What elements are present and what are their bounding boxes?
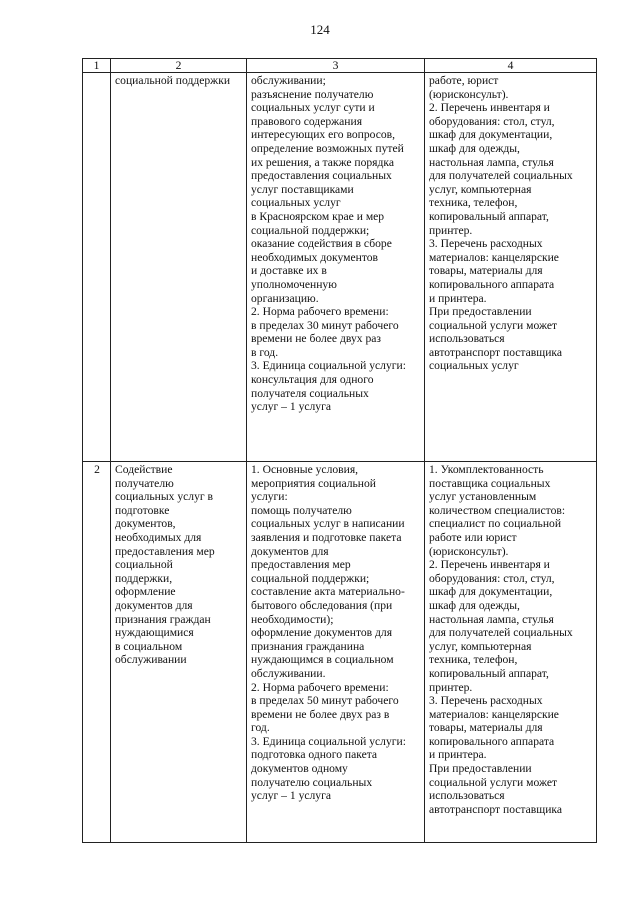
cell-text-line: в пределах 30 минут рабочего xyxy=(251,318,399,332)
cell-text-line: нуждающимися xyxy=(115,626,194,640)
cell-text-line: социальных услуг xyxy=(429,359,519,373)
cell-text-line: социальных услуг xyxy=(251,196,341,210)
cell-text-line: 1. Основные условия, xyxy=(251,463,359,476)
row-number-cell xyxy=(83,73,111,462)
cell-text-line: настольная лампа, стулья xyxy=(429,155,554,169)
cell-text-line: определение возможных путей xyxy=(251,141,404,155)
cell-text-line: использоваться xyxy=(429,332,505,346)
cell-text-line: оказание содействия в сборе xyxy=(251,237,392,251)
cell-text-line: помощь получателю xyxy=(251,503,352,517)
cell-text-line: материалов: канцелярские xyxy=(429,250,559,264)
cell-text-line: материалов: канцелярские xyxy=(429,707,559,721)
cell-text-line: автотранспорт поставщика xyxy=(429,345,562,359)
cell-text-line: получателю xyxy=(115,476,174,490)
cell-text-line: использоваться xyxy=(429,789,505,803)
cell-text-line: социальных услуг в xyxy=(115,490,214,504)
cell-text-line: услуги: xyxy=(251,490,288,504)
cell-text-line: составление акта материально- xyxy=(251,585,405,599)
cell-text-line: получателя социальных xyxy=(251,386,369,400)
conditions-cell xyxy=(247,462,425,843)
cell-text-line: Содействие xyxy=(115,463,173,476)
cell-text-line: принтер. xyxy=(429,680,473,694)
cell-text-line: мероприятия социальной xyxy=(251,476,376,490)
cell-text-line: услуг поставщиками xyxy=(251,182,354,196)
cell-text-line: документов для xyxy=(251,544,329,558)
cell-text-line: социальной услуги может xyxy=(429,775,558,789)
table-row xyxy=(83,462,597,843)
cell-text-line: обслуживании. xyxy=(251,666,326,680)
cell-text-line: нуждающимся в социальном xyxy=(251,653,394,667)
cell-text-line: документов, xyxy=(115,517,176,531)
cell-text-line: социальной xyxy=(115,558,173,572)
cell-text-line: год. xyxy=(251,721,270,735)
cell-text-line: времени не более двух раз xyxy=(251,332,381,346)
cell-text-line: 3. Перечень расходных xyxy=(429,237,543,251)
cell-text-line: 3. Перечень расходных xyxy=(429,694,543,708)
cell-text-line: услуг, компьютерная xyxy=(429,182,532,196)
cell-text-line: социальной поддержки; xyxy=(251,223,370,237)
cell-text-line: оборудования: стол, стул, xyxy=(429,114,555,128)
cell-text-line: в пределах 50 минут рабочего xyxy=(251,694,399,708)
cell-text-line: 1. Укомплектованность xyxy=(429,463,544,476)
cell-text-line: 3. Единица социальной услуги: xyxy=(251,734,406,748)
cell-text-line: в социальном xyxy=(115,639,183,653)
cell-text-line: настольная лампа, стулья xyxy=(429,612,554,626)
cell-text-line: интересующих его вопросов, xyxy=(251,128,396,142)
cell-text-line: в год. xyxy=(251,345,279,359)
cell-text-line: документов для xyxy=(115,598,193,612)
cell-text-line: правового содержания xyxy=(251,114,363,128)
header-col-2: 2 xyxy=(111,59,247,73)
cell-text-line: копировального аппарата xyxy=(429,277,555,291)
cell-text-line: и доставке их в xyxy=(251,264,327,278)
header-col-4: 4 xyxy=(425,59,597,73)
cell-text-line: копировальный аппарат, xyxy=(429,666,549,680)
cell-text-line: обслуживании xyxy=(115,653,187,667)
cell-text-line: автотранспорт поставщика xyxy=(429,802,562,816)
cell-text-line: для получателей социальных xyxy=(429,626,573,640)
cell-text-line: услуг, компьютерная xyxy=(429,639,532,653)
cell-text-line: услуг – 1 услуга xyxy=(251,400,331,414)
cell-text-line: предоставления социальных xyxy=(251,169,392,183)
header-col-3: 3 xyxy=(247,59,425,73)
service-name-cell xyxy=(111,462,247,843)
cell-text-line: шкаф для одежды, xyxy=(429,141,520,155)
service-name-cell xyxy=(111,73,247,462)
cell-text-line: товары, материалы для xyxy=(429,264,543,278)
services-table xyxy=(82,58,597,843)
cell-text-line: бытового обследования (при xyxy=(251,598,393,612)
cell-text-line: (юрисконсульт). xyxy=(429,87,509,101)
conditions-cell xyxy=(247,73,425,462)
cell-text-line: товары, материалы для xyxy=(429,721,543,735)
cell-text-line: (юрисконсульт). xyxy=(429,544,509,558)
cell-text-line: шкаф для документации, xyxy=(429,585,553,599)
cell-text-line: специалист по социальной xyxy=(429,517,562,531)
cell-text-line: 2. Норма рабочего времени: xyxy=(251,680,389,694)
cell-text-line: поддержки, xyxy=(115,571,173,585)
cell-text-line: необходимых документов xyxy=(251,250,379,264)
row-number-cell: 2 xyxy=(83,462,111,843)
cell-text-line: подготовке xyxy=(115,503,170,517)
cell-text-line: работе или юрист xyxy=(429,530,517,544)
cell-text-line: техника, телефон, xyxy=(429,653,518,667)
cell-text-line: признания гражданина xyxy=(251,639,365,653)
cell-text-line: заявления и подготовке пакета xyxy=(251,530,402,544)
cell-text-line: для получателей социальных xyxy=(429,169,573,183)
cell-text-line: При предоставлении xyxy=(429,305,532,319)
cell-text-line: 2. Перечень инвентаря и xyxy=(429,558,550,572)
cell-text-line: уполномоченную xyxy=(251,277,337,291)
cell-text-line: 2. Норма рабочего времени: xyxy=(251,305,389,319)
cell-text-line: копировальный аппарат, xyxy=(429,209,549,223)
resources-cell xyxy=(425,73,597,462)
cell-text-line: организацию. xyxy=(251,291,319,305)
cell-text-line: обслуживании; xyxy=(251,74,326,87)
cell-text-line: поставщика социальных xyxy=(429,476,551,490)
cell-text-line: социальных услуг сути и xyxy=(251,101,375,115)
cell-text-line: документов одному xyxy=(251,762,348,776)
cell-text-line: техника, телефон, xyxy=(429,196,518,210)
cell-text-line: социальной поддержки xyxy=(115,74,231,87)
cell-text-line: их решения, а также порядка xyxy=(251,155,395,169)
cell-text-line: принтер. xyxy=(429,223,473,237)
cell-text-line: шкаф для одежды, xyxy=(429,598,520,612)
page-number: 124 xyxy=(310,22,330,37)
cell-text-line: предоставления мер xyxy=(251,558,351,572)
cell-text-line: разъяснение получателю xyxy=(251,87,374,101)
cell-text-line: консультация для одного xyxy=(251,373,374,387)
cell-text-line: социальной услуги может xyxy=(429,318,558,332)
cell-text-line: времени не более двух раз в xyxy=(251,707,390,721)
cell-text-line: в Красноярском крае и мер xyxy=(251,209,385,223)
cell-text-line: оборудования: стол, стул, xyxy=(429,571,555,585)
cell-text-line: и принтера. xyxy=(429,748,487,762)
cell-text-line: социальной поддержки; xyxy=(251,571,370,585)
cell-text-line: шкаф для документации, xyxy=(429,128,553,142)
cell-text-line: услуг установленным xyxy=(429,490,537,504)
cell-text-line: признания граждан xyxy=(115,612,211,626)
cell-text-line: 2. Перечень инвентаря и xyxy=(429,101,550,115)
cell-text-line: подготовка одного пакета xyxy=(251,748,378,762)
cell-text-line: получателю социальных xyxy=(251,775,373,789)
cell-text-line: При предоставлении xyxy=(429,762,532,776)
cell-text-line: копировального аппарата xyxy=(429,734,555,748)
header-col-1: 1 xyxy=(83,59,111,73)
cell-text-line: оформление документов для xyxy=(251,626,393,640)
cell-text-line: предоставления мер xyxy=(115,544,215,558)
resources-cell xyxy=(425,462,597,843)
cell-text-line: количеством специалистов: xyxy=(429,503,566,517)
cell-text-line: социальных услуг в написании xyxy=(251,517,405,531)
table-row xyxy=(83,73,597,462)
table-header-row xyxy=(83,59,597,73)
cell-text-line: 3. Единица социальной услуги: xyxy=(251,359,406,373)
cell-text-line: работе, юрист xyxy=(429,74,499,87)
cell-text-line: услуг – 1 услуга xyxy=(251,789,331,803)
cell-text-line: необходимости); xyxy=(251,612,334,626)
cell-text-line: и принтера. xyxy=(429,291,487,305)
cell-text-line: необходимых для xyxy=(115,530,202,544)
cell-text-line: оформление xyxy=(115,585,176,599)
